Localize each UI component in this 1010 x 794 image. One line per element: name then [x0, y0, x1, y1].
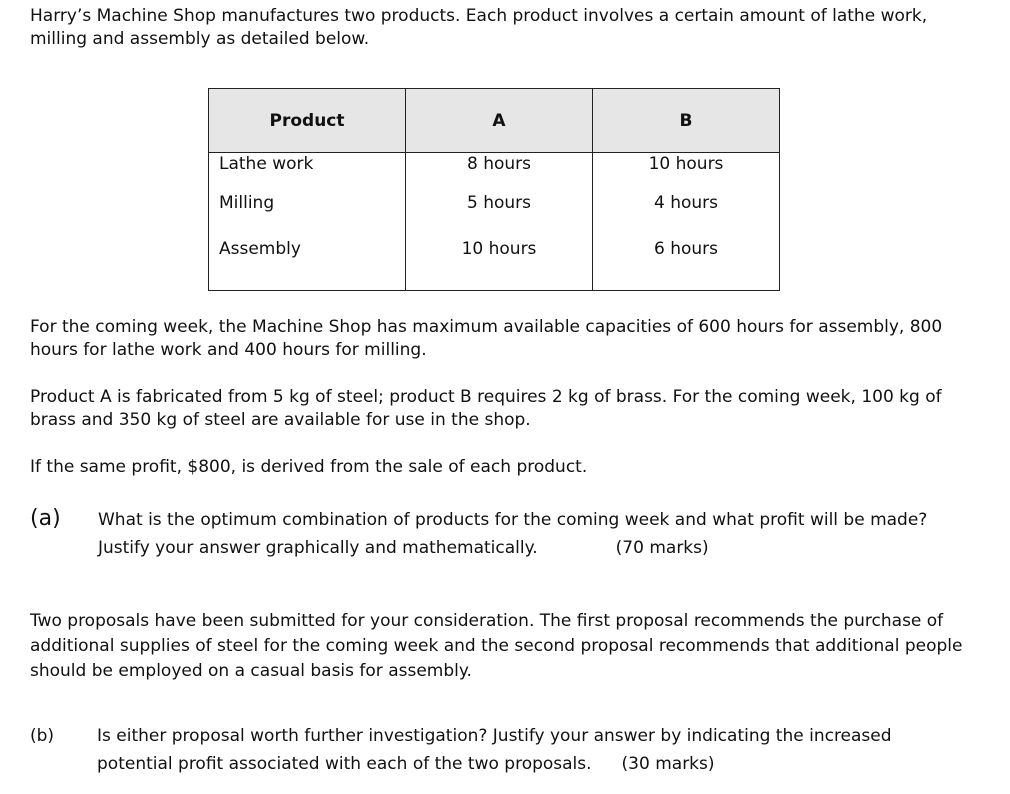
question-b-text: Is either proposal worth further investigation? Justify your answer by indicating the increased potential profit associated with each of the two proposals. [97, 726, 892, 774]
table-header-product: Product [209, 89, 406, 153]
row-label-lathe: Lathe work [209, 153, 406, 181]
row-label-assembly: Assembly [209, 226, 406, 291]
materials-paragraph: Product A is fabricated from 5 kg of steel; product B requires 2 kg of brass. For the coming week, 100 kg of brass and 350 kg of steel are available for use in the shop. [30, 387, 942, 430]
cell-lathe-b: 10 hours [593, 153, 780, 181]
question-a-text: What is the optimum combination of products for the coming week and what profit will be made? Justify your answer graphically and mathematically. [98, 510, 928, 558]
table-header-a: A [406, 89, 593, 153]
capacities-paragraph: For the coming week, the Machine Shop has maximum available capacities of 600 hours for assembly, 800 hours for lathe work and 400 hours for milling. [30, 317, 943, 360]
cell-assembly-b: 6 hours [593, 226, 780, 291]
row-label-milling: Milling [209, 180, 406, 226]
question-b-text-block [97, 722, 957, 778]
cell-milling-a: 5 hours [406, 180, 593, 226]
question-a-text-block [98, 506, 958, 562]
question-b-marks: (30 marks) [621, 754, 715, 774]
proposals-paragraph: Two proposals have been submitted for your consideration. The first proposal recommends the purchase of additional supplies of steel for the coming week and the second proposal recommends that additional people should be employed on a casual basis for assembly. [30, 611, 963, 681]
table-row [209, 180, 780, 226]
cell-assembly-a: 10 hours [406, 226, 593, 291]
cell-lathe-a: 8 hours [406, 153, 593, 181]
table-row [209, 153, 780, 181]
table-header-b: B [593, 89, 780, 153]
product-hours-table [208, 88, 780, 291]
cell-milling-b: 4 hours [593, 180, 780, 226]
table-row [209, 226, 780, 291]
table-header-row [209, 89, 780, 153]
profit-paragraph: If the same profit, $800, is derived from the sale of each product. [30, 457, 588, 477]
question-a-marks: (70 marks) [615, 538, 709, 558]
question-a-label: (a) [30, 506, 61, 531]
question-b-label: (b) [30, 726, 55, 746]
intro-paragraph: Harry’s Machine Shop manufactures two products. Each product involves a certain amount of lathe work, milling and assembly as detailed below. [30, 6, 928, 49]
